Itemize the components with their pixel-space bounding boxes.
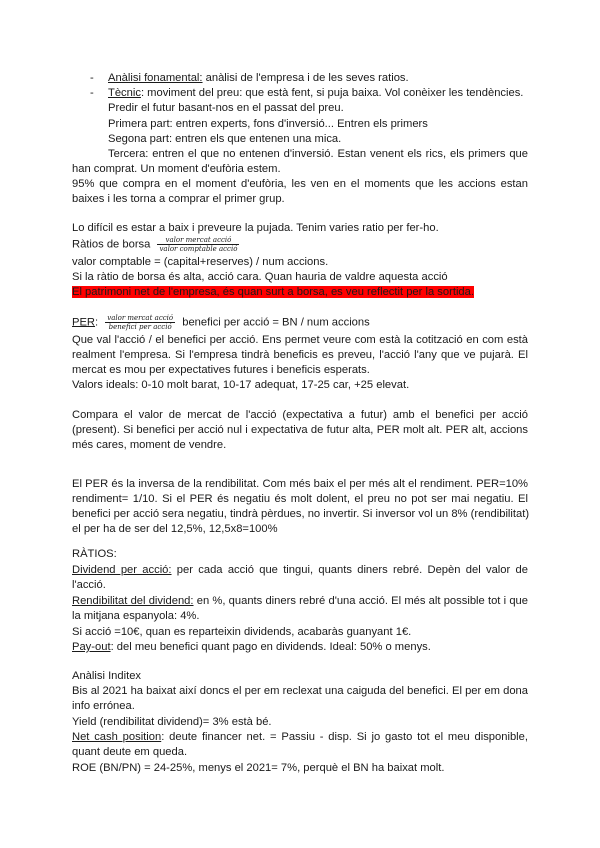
text-line: la mitjana espanyola: 4%.: [72, 610, 200, 622]
text-line: El PER és la inversa de la rendibilitat. Com més baix el per més alt el rendiment. PER=10%: [72, 478, 528, 490]
text-line: info errónea.: [72, 700, 135, 712]
fraction: [157, 236, 239, 253]
per-definition-line: [72, 314, 528, 332]
term-rendibilitat-dividend: Rendibilitat del dividend:: [72, 595, 194, 607]
text-line: Que val l'acció / el benefici per acció. Ens permet veure com està la cotització en com està: [72, 334, 528, 346]
text-line: Tercera: entren el que no entenen d'inversió. Estan venent els rics, els primers que: [108, 148, 528, 160]
text-line: Primera part: entren experts, fons d'inversió... Entren els primers: [108, 118, 428, 130]
bullet-line-fonamental: [108, 71, 564, 86]
text-span: per cada acció que tingui, quants diners rebré. Depèn del valor de: [171, 564, 528, 576]
text-line: el per ha de ser del 12,5%, 12,5x8=100%: [72, 523, 278, 535]
text-line: (present). Si benefici per acció nul i expectativa de futur alta, PER molt alt. PER alt, accions: [72, 424, 528, 436]
text-line: Segona part: entren els que entenen una mica.: [108, 133, 342, 145]
text-line: valor comptable = (capital+reserves) / num accions.: [72, 256, 329, 268]
fraction: [105, 314, 175, 331]
term-per: PER: [72, 316, 96, 329]
text-span: en %, quants diners rebré d'una acció. El més alt possible tot i que: [193, 595, 528, 607]
text-line: més cares, moment de vendre.: [72, 439, 227, 451]
text-line: ROE (BN/PN) = 24-25%, menys el 2021= 7%, perquè el BN ha baixat molt.: [72, 762, 445, 774]
section-heading-inditex: Anàlisi Inditex: [72, 670, 142, 682]
text-line: Compara el valor de mercat de l'acció (expectativa a futur) amb el benefici per acció: [72, 409, 528, 421]
ratio-borsa-line: [72, 236, 528, 254]
ratio-line: [72, 594, 528, 609]
fraction-denominator: valor comptable acció: [159, 245, 238, 253]
text-line: Si la ràtio de borsa és alta, acció cara. Quan hauria de valdre aquesta acció: [72, 271, 448, 283]
text-span: : moviment del preu: que està fent, si puja baixa. Vol conèixer les tendències.: [140, 87, 524, 99]
bullet-dash: -: [90, 72, 94, 84]
text-line: mercat es mou per expectatives futures i beneficis esperats.: [72, 364, 370, 376]
text-line: han comprat. Un moment d'eufòria estem.: [72, 163, 281, 175]
section-heading-ratios: RÀTIOS:: [72, 548, 117, 560]
text-span: :: [95, 316, 99, 329]
text-line: Yield (rendibilitat dividend)= 3% està bé.: [72, 716, 272, 728]
term-dividend-per-accio: Dividend per acció:: [72, 564, 172, 576]
text-line: Valors ideals: 0-10 molt barat, 10-17 adequat, 17-25 car, +25 elevat.: [72, 379, 410, 391]
fraction-denominator: benefici per acció: [108, 323, 172, 331]
fraction-numerator: valor mercat acció: [107, 314, 174, 322]
text-line: Lo difícil es estar a baix i preveure la pujada. Tenim varies ratio per fer-ho.: [72, 222, 439, 234]
highlighted-line: [72, 285, 474, 300]
ratio-line: [72, 640, 528, 655]
ratio-line: [72, 563, 528, 578]
text-line: Bis al 2021 ha baixat així doncs el per em reclexat una caiguda del benefici. El per em dona: [72, 685, 528, 697]
text-span: benefici per acció = BN / num accions: [182, 316, 370, 329]
text-line: Si acció =10€, quan es reparteixin dividends, acabaràs guanyant 1€.: [72, 626, 412, 638]
bullet-line-tecnic: [108, 86, 564, 101]
term-analisi-fonamental: Anàlisi fonamental:: [108, 72, 203, 84]
term-tecnic: Tècnic: [108, 87, 141, 99]
text-line: rendiment= 1/10. Si el PER és negatiu és molt dolent, el preu no pot ser mai negatiu. El: [72, 493, 528, 505]
text-span: Ràtios de borsa: [72, 238, 151, 251]
text-line: l'acció.: [72, 579, 106, 591]
text-line: quant deute em queda.: [72, 746, 188, 758]
text-span: anàlisi de l'empresa i de les seves ratios.: [202, 72, 409, 84]
fraction-numerator: valor mercat acció: [157, 236, 239, 245]
bullet-dash: -: [90, 87, 94, 99]
text-line: benefici per acció sera negatiu, tindrà pèrdues, no invertir. Si inversor vol un 8% (rendibilitat): [72, 508, 530, 520]
term-pay-out: Pay-out: [72, 641, 111, 653]
term-net-cash-position: Net cash position: [72, 731, 162, 743]
text-line: realment l'empresa. Si l'empresa tindrà beneficis es preveu, l'acció l'any que ve pujarà. El: [72, 349, 528, 361]
text-span: : del meu benefici quant pago en dividends. Ideal: 50% o menys.: [110, 641, 431, 653]
text-line: Predir el futur basant-nos en el passat del preu.: [108, 102, 344, 114]
highlight-text: El patrimoni net de l'empresa, és quan surt a borsa, es veu reflectit per la sortida.: [72, 286, 474, 298]
text-line: 95% que compra en el moment d'eufòria, les ven en el moments que les accions estan: [72, 178, 528, 190]
text-line: baixes i les torna a comprar el primer grup.: [72, 193, 285, 205]
ratio-line: [72, 730, 528, 745]
text-span: : deute financer net. = Passiu - disp. Si jo gasto tot el meu disponible,: [161, 731, 528, 743]
